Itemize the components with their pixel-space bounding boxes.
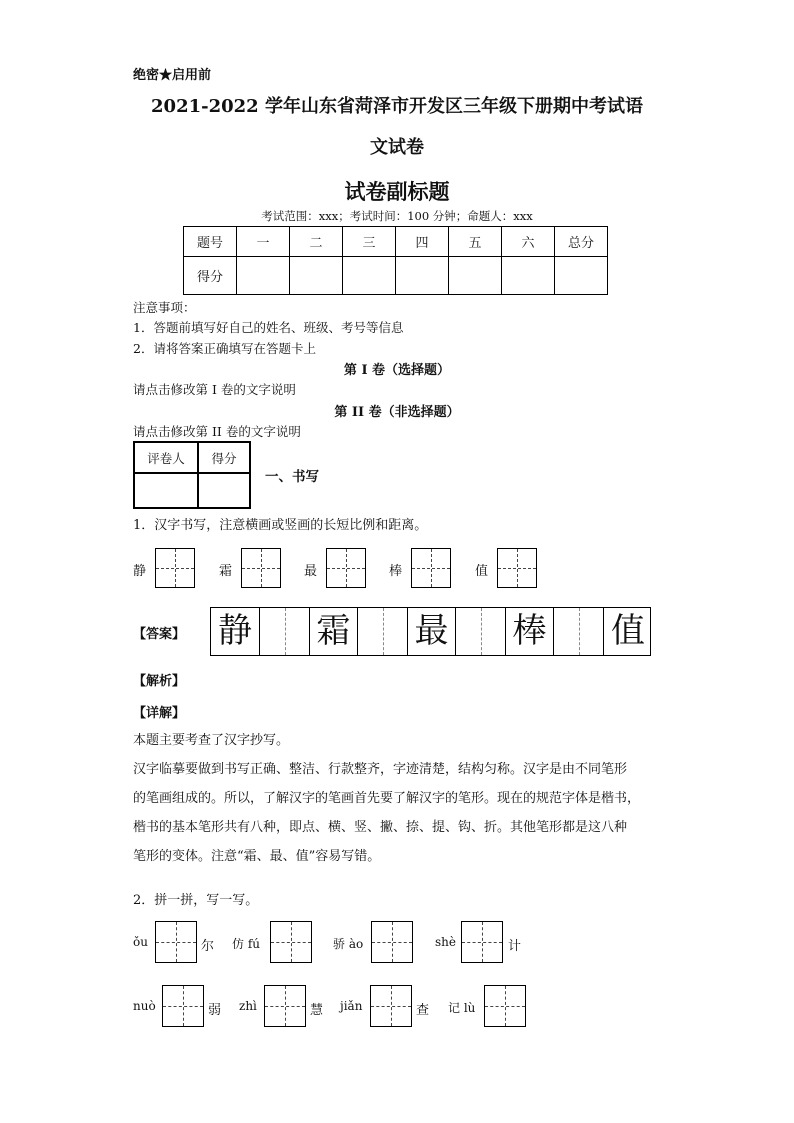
- exam-title-line1: 2021-2022 学年山东省菏泽市开发区三年级下册期中考试语: [151, 96, 643, 117]
- score-header-cell: 二: [290, 227, 343, 257]
- detail-label: 【详解】: [133, 706, 186, 721]
- detail-text: [133, 726, 663, 871]
- score-cell[interactable]: [343, 257, 396, 295]
- part2-title: 第 II 卷（非选择题）: [334, 405, 460, 420]
- score-cell[interactable]: [290, 257, 343, 295]
- pinyin-label: shè: [435, 935, 456, 949]
- score-header-cell: 一: [237, 227, 290, 257]
- score-header-cell: 总分: [555, 227, 608, 257]
- writing-grid-box[interactable]: [264, 985, 306, 1027]
- score-header-cell: 三: [343, 227, 396, 257]
- hanzi-label: 尔: [201, 939, 215, 954]
- notes-heading: 注意事项：: [133, 300, 196, 315]
- grader-reviewer-label: 评卷人: [134, 442, 198, 473]
- writing-grid-box[interactable]: [155, 548, 195, 588]
- writing-grid-box[interactable]: [241, 548, 281, 588]
- notes-item: 1．答题前填写好自己的姓名、班级、考号等信息: [133, 320, 404, 335]
- hanzi-label: 慧: [310, 1003, 324, 1018]
- writing-grid-box[interactable]: [371, 921, 413, 963]
- hanzi-label: 查: [416, 1003, 430, 1018]
- writing-grid-box[interactable]: [461, 921, 503, 963]
- score-cell[interactable]: [396, 257, 449, 295]
- writing-grid-box[interactable]: [411, 548, 451, 588]
- score-table-header-row: [184, 227, 608, 257]
- analysis-label: 【解析】: [133, 674, 186, 689]
- grader-score-cell[interactable]: [198, 473, 250, 508]
- practice-char-label: 最: [304, 564, 318, 579]
- notes-item: 2．请将答案正确填写在答题卡上: [133, 341, 316, 356]
- answer-char: 最: [407, 608, 456, 655]
- writing-grid-box[interactable]: [370, 985, 412, 1027]
- practice-char-label: 静: [133, 564, 147, 579]
- pinyin-label: zhì: [239, 999, 257, 1013]
- section-title: 一、书写: [265, 469, 319, 485]
- grid-divider: [285, 608, 286, 655]
- pinyin-label: ǒu: [133, 935, 148, 949]
- part2-description[interactable]: 请点击修改第 II 卷的文字说明: [133, 424, 301, 439]
- score-cell[interactable]: [555, 257, 608, 295]
- hanzi-label: 弱: [208, 1003, 222, 1018]
- hanzi-label: 计: [508, 939, 522, 954]
- grader-table: [133, 441, 251, 509]
- detail-line: 汉字临摹要做到书写正确、整洁、行款整齐，字迹清楚，结构匀称。汉字是由不同笔形: [133, 762, 628, 777]
- exam-title-line2: 文试卷: [370, 137, 424, 158]
- pinyin-label: 记 lù: [448, 1001, 476, 1015]
- question-2-prompt: 2．拼一拼，写一写。: [133, 893, 259, 908]
- score-header-cell: 四: [396, 227, 449, 257]
- writing-grid-box[interactable]: [326, 548, 366, 588]
- score-table: [183, 226, 608, 295]
- score-header-cell: 题号: [184, 227, 237, 257]
- answer-char: 棒: [505, 608, 554, 655]
- grader-reviewer-cell[interactable]: [134, 473, 198, 508]
- score-cell[interactable]: [237, 257, 290, 295]
- score-table-score-row: [184, 257, 608, 295]
- exam-subtitle: 试卷副标题: [344, 179, 450, 204]
- writing-grid-box[interactable]: [497, 548, 537, 588]
- writing-grid-box[interactable]: [270, 921, 312, 963]
- score-header-cell: 六: [502, 227, 555, 257]
- grid-divider: [481, 608, 482, 655]
- answer-char: 静: [211, 608, 260, 655]
- detail-line: 笔形的变体。注意“霜、最、值”容易写错。: [133, 849, 381, 864]
- grader-score-label: 得分: [198, 442, 250, 473]
- question-1-prompt: 1．汉字书写，注意横画或竖画的长短比例和距离。: [133, 518, 428, 533]
- grid-divider: [579, 608, 580, 655]
- part1-title: 第 I 卷（选择题）: [343, 363, 451, 378]
- detail-line: 楷书的基本笔形共有八种，即点、横、竖、撇、捺、提、钩、折。其他笔形都是这八种: [133, 820, 628, 835]
- writing-grid-box[interactable]: [162, 985, 204, 1027]
- writing-grid-box[interactable]: [155, 921, 197, 963]
- pinyin-label: jiǎn: [340, 999, 363, 1013]
- detail-line: 本题主要考查了汉字抄写。: [133, 733, 290, 748]
- answer-label: 【答案】: [133, 627, 186, 642]
- exam-meta: 考试范围：xxx；考试时间：100 分钟；命题人：xxx: [261, 209, 533, 223]
- pinyin-label: 骄 ào: [333, 937, 364, 951]
- score-row-label: 得分: [184, 257, 237, 295]
- answer-char: 值: [603, 608, 652, 655]
- grid-divider: [383, 608, 384, 655]
- detail-line: 的笔画组成的。所以，了解汉字的笔画首先要了解汉字的笔形。现在的规范字体是楷书，: [133, 791, 641, 806]
- pinyin-label: 仿 fú: [232, 937, 260, 951]
- answer-char: 霜: [309, 608, 358, 655]
- answer-grid: [210, 607, 651, 656]
- part1-description[interactable]: 请点击修改第 I 卷的文字说明: [133, 382, 296, 397]
- score-header-cell: 五: [449, 227, 502, 257]
- confidential-mark: 绝密★启用前: [133, 68, 212, 83]
- practice-char-label: 值: [475, 564, 489, 579]
- practice-char-label: 棒: [389, 564, 403, 579]
- pinyin-label: nuò: [133, 999, 156, 1013]
- writing-grid-box[interactable]: [484, 985, 526, 1027]
- score-cell[interactable]: [502, 257, 555, 295]
- score-cell[interactable]: [449, 257, 502, 295]
- practice-char-label: 霜: [219, 564, 233, 579]
